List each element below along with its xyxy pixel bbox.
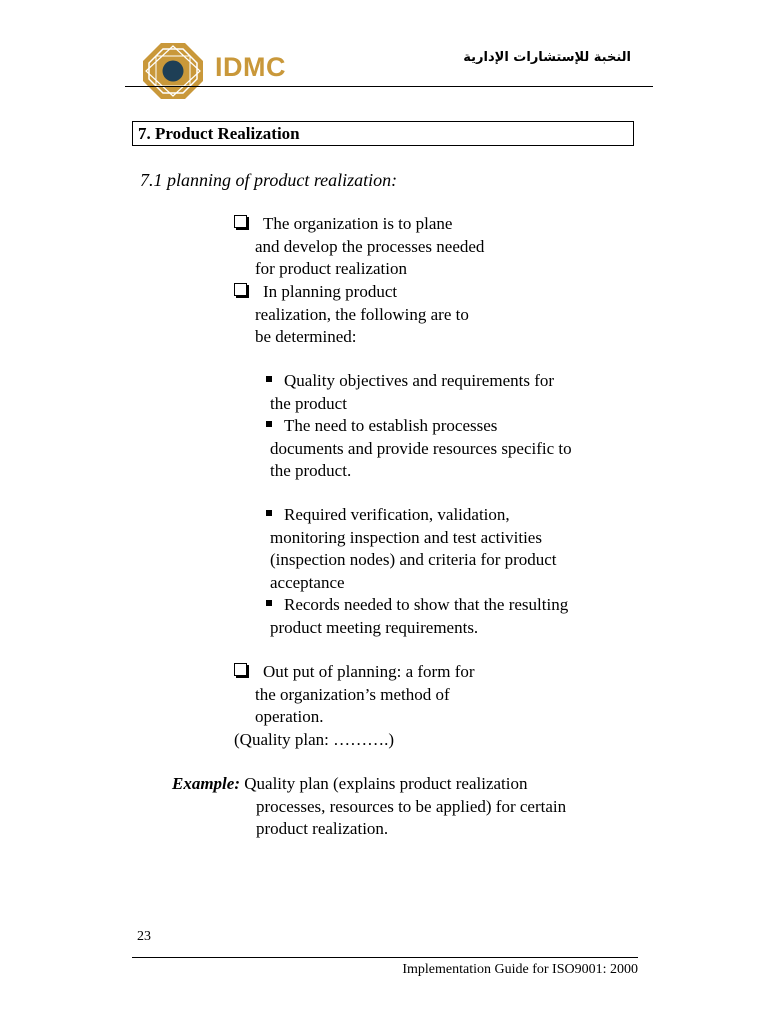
checklist-item: In planning product realization, the following are to be determined: [234,281,469,349]
checkbox-icon [234,283,247,296]
header-divider [125,86,653,87]
square-bullet-icon [266,510,272,516]
square-bullet-icon [266,376,272,382]
logo-emblem [142,42,204,100]
bullet-item: Required verification, validation, monitoring inspection and test activities (inspection nodes) and criteria for product acceptance [262,504,557,594]
square-bullet-icon [266,600,272,606]
example-label: Example: [172,774,240,793]
brand-name: IDMC [215,52,286,82]
page-number: 23 [137,929,151,944]
section-title: 7. Product Realization [132,121,634,146]
bullet-item: The need to establish processes documents and provide resources specific to the product. [262,415,572,483]
square-bullet-icon [266,421,272,427]
arabic-title: النخبة للإستشارات الإدارية [463,50,631,65]
subsection-title: 7.1 planning of product realization: [140,170,398,190]
checkbox-icon [234,215,247,228]
footer-divider [132,957,638,958]
footer-title: Implementation Guide for ISO9001: 2000 [402,962,638,977]
bullet-item: Records needed to show that the resulting product meeting requirements. [262,594,568,639]
checklist-item: The organization is to plane and develop the processes needed for product realization [234,213,484,281]
bullet-item: Quality objectives and requirements for the product [262,370,554,415]
example-block: Example: Quality plan (explains product realization processes, resources to be applied) for certain product realization. [172,774,567,838]
checklist-item: Out put of planning: a form for the organization’s method of operation. (Quality plan: ……….) [234,661,475,751]
checkbox-icon [234,663,247,676]
quality-plan-note: (Quality plan: ……….) [234,729,395,749]
